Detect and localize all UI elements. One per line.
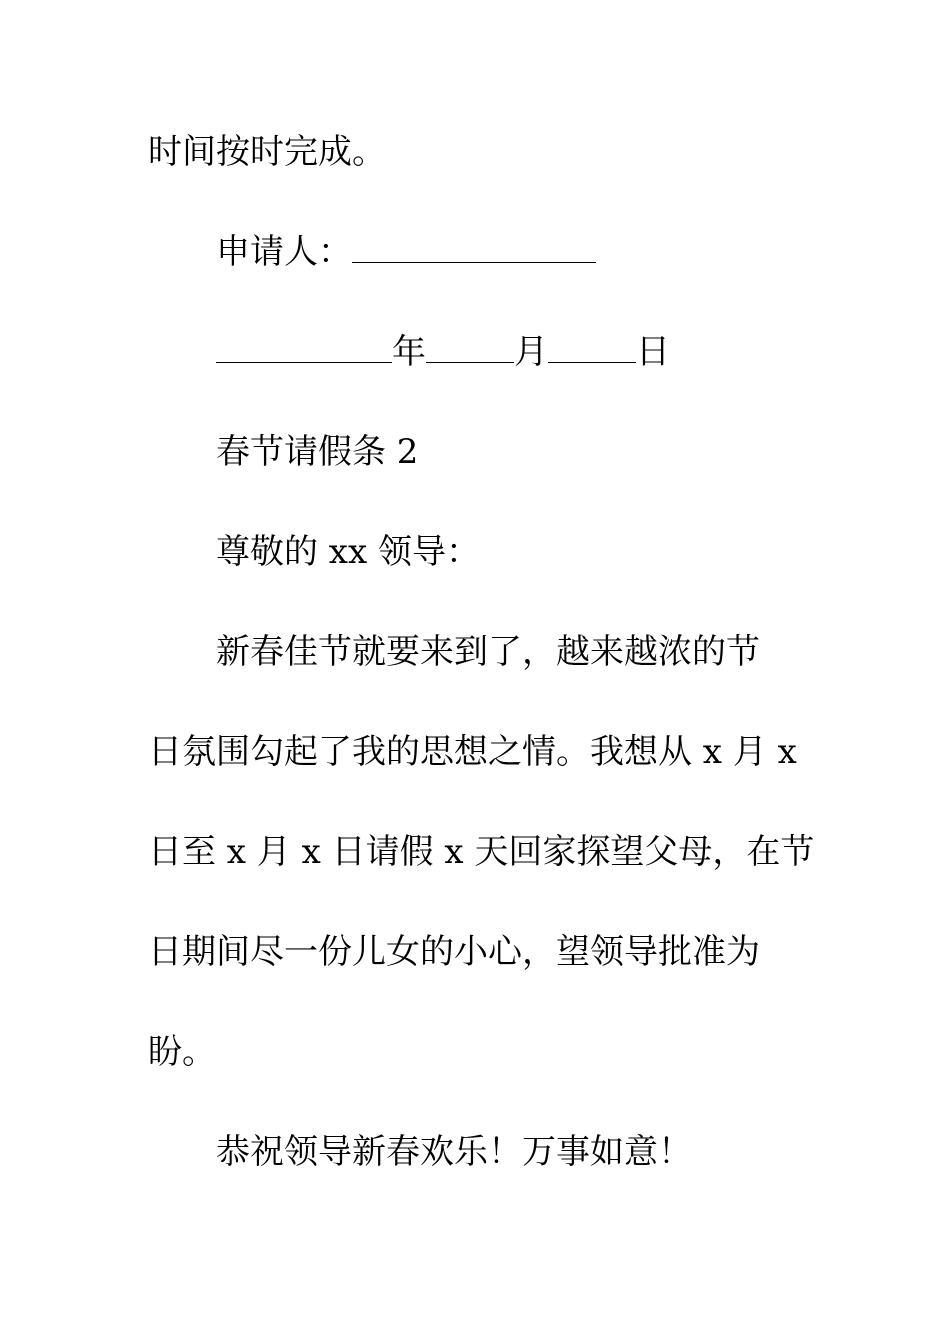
month-blank [426, 336, 514, 363]
applicant-blank [352, 236, 596, 263]
text-line-6: 盼。 [148, 1032, 216, 1072]
text-line-3: 日氛围勾起了我的思想之情。我想从 x 月 x [148, 732, 797, 772]
applicant-line [216, 232, 596, 272]
text-line-2: 新春佳节就要来到了，越来越浓的节 [216, 632, 760, 672]
day-blank [548, 336, 636, 363]
applicant-label: 申请人： [216, 232, 352, 272]
year-label: 年 [392, 332, 426, 372]
year-blank [216, 336, 392, 363]
day-label: 日 [636, 332, 670, 372]
date-line [216, 332, 670, 372]
section-title: 春节请假条 2 [216, 432, 419, 472]
closing-line: 恭祝领导新春欢乐！万事如意！ [216, 1132, 692, 1172]
salutation: 尊敬的 xx 领导： [216, 532, 480, 572]
text-line-5: 日期间尽一份儿女的小心，望领导批准为 [148, 932, 760, 972]
month-label: 月 [514, 332, 548, 372]
text-line-1: 时间按时完成。 [148, 132, 386, 172]
text-line-4: 日至 x 月 x 日请假 x 天回家探望父母，在节 [148, 832, 815, 872]
